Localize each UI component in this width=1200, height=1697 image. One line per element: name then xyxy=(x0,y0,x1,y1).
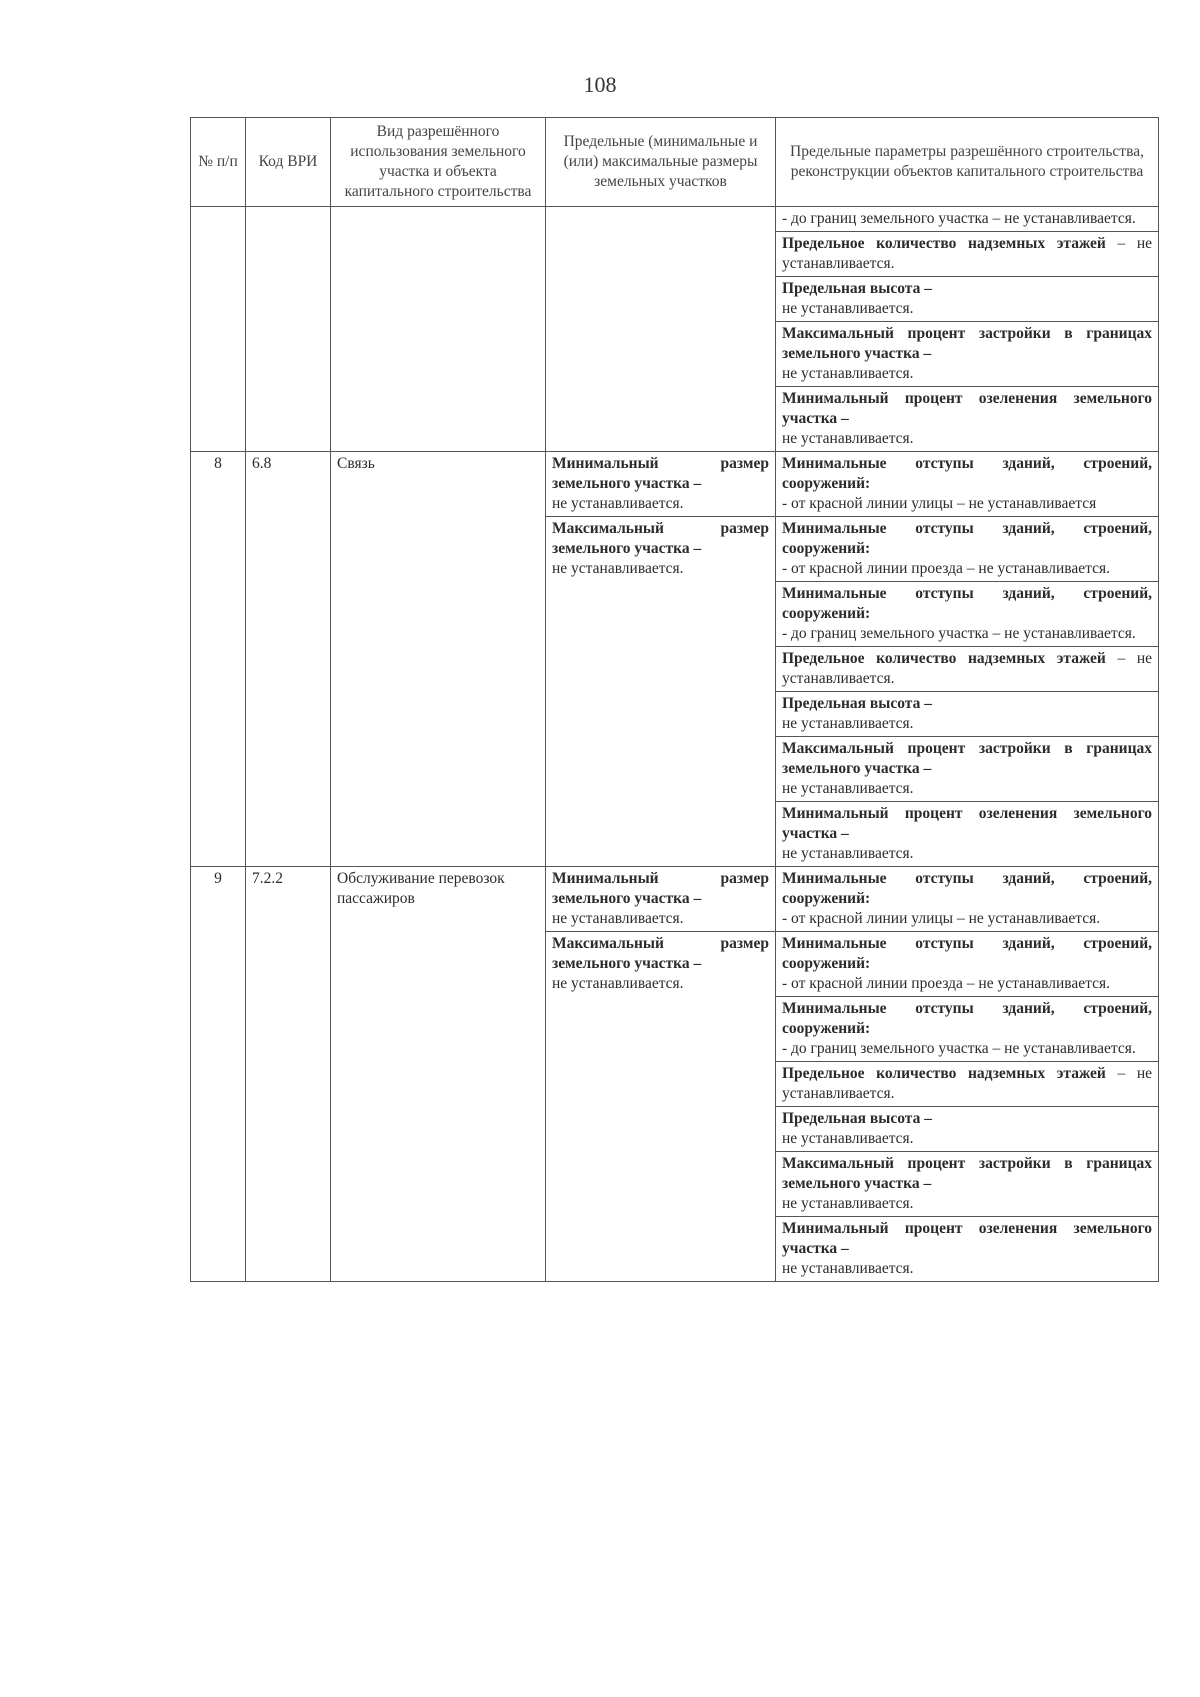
param-cell: Предельное количество надземных этажей – не устанавливается. xyxy=(776,232,1159,277)
param-cell: Предельная высота – не устанавливается. xyxy=(776,1107,1159,1152)
header-size: Предельные (минимальные и (или) максимальные размеры земельных участков xyxy=(546,118,776,207)
param-cell: Максимальный процент застройки в границах земельного участка – не устанавливается. xyxy=(776,322,1159,387)
param-cell: Предельная высота – не устанавливается. xyxy=(776,692,1159,737)
permitted-use: Связь xyxy=(331,452,546,867)
table-row xyxy=(191,452,1159,517)
row-number: 8 xyxy=(191,452,246,867)
min-size-cell: Минимальный размер земельного участка – не устанавливается. xyxy=(546,867,776,932)
header-use: Вид разрешённого использования земельного участка и объекта капитального строительства xyxy=(331,118,546,207)
param-cell: Предельная высота – не устанавливается. xyxy=(776,277,1159,322)
param-cell: Минимальный процент озеленения земельного участка – не устанавливается. xyxy=(776,802,1159,867)
vri-code: 6.8 xyxy=(246,452,331,867)
permitted-use: Обслуживание перевозок пассажиров xyxy=(331,867,546,1282)
page-number: 108 xyxy=(583,72,617,97)
header-params: Предельные параметры разрешённого строительства, реконструкции объектов капитального строительства xyxy=(776,118,1159,207)
param-cell: Минимальный процент озеленения земельного участка – не устанавливается. xyxy=(776,387,1159,452)
header-num: № п/п xyxy=(191,118,246,207)
min-size-cell: Минимальный размер земельного участка – не устанавливается. xyxy=(546,452,776,517)
regulations-table xyxy=(190,117,1159,1282)
cell-num xyxy=(191,207,246,452)
vri-code: 7.2.2 xyxy=(246,867,331,1282)
param-cell: Максимальный процент застройки в границах земельного участка – не устанавливается. xyxy=(776,1152,1159,1217)
cell-size xyxy=(546,207,776,452)
max-size-cell: Максимальный размер земельного участка – не устанавливается. xyxy=(546,932,776,1282)
table-row xyxy=(191,207,1159,232)
table-row xyxy=(191,867,1159,932)
param-cell: Максимальный процент застройки в границах земельного участка – не устанавливается. xyxy=(776,737,1159,802)
cell-code xyxy=(246,207,331,452)
table-header-row xyxy=(191,118,1159,207)
param-cell: - до границ земельного участка – не устанавливается. xyxy=(776,207,1159,232)
param-cell: Минимальный процент озеленения земельного участка – не устанавливается. xyxy=(776,1217,1159,1282)
header-code: Код ВРИ xyxy=(246,118,331,207)
param-cell: Минимальные отступы зданий, строений, сооружений: - до границ земельного участка – не устанавливается. xyxy=(776,582,1159,647)
max-size-cell: Максимальный размер земельного участка – не устанавливается. xyxy=(546,517,776,867)
cell-use xyxy=(331,207,546,452)
param-cell: Минимальные отступы зданий, строений, сооружений: - от красной линии проезда – не устанавливается. xyxy=(776,517,1159,582)
param-cell: Минимальные отступы зданий, строений, сооружений: - от красной линии проезда – не устанавливается. xyxy=(776,932,1159,997)
param-cell: Предельное количество надземных этажей – не устанавливается. xyxy=(776,1062,1159,1107)
param-cell: Минимальные отступы зданий, строений, сооружений: - от красной линии улицы – не устанавливается. xyxy=(776,867,1159,932)
param-cell: Минимальные отступы зданий, строений, сооружений: - до границ земельного участка – не устанавливается. xyxy=(776,997,1159,1062)
row-number: 9 xyxy=(191,867,246,1282)
param-cell: Предельное количество надземных этажей – не устанавливается. xyxy=(776,647,1159,692)
param-cell: Минимальные отступы зданий, строений, сооружений: - от красной линии улицы – не устанавливается xyxy=(776,452,1159,517)
